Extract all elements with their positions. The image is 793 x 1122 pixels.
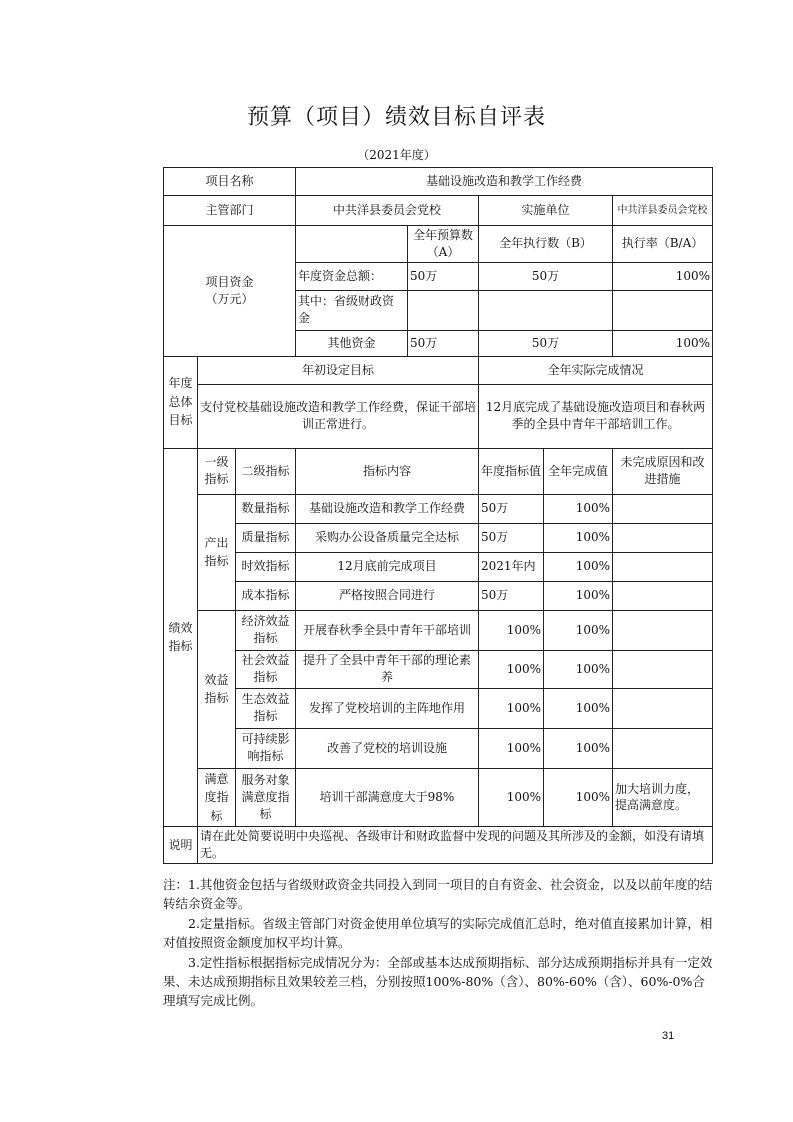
target-cell: 50万	[479, 581, 544, 610]
col-budget-header: 全年预算数（A）	[408, 226, 479, 263]
reason-cell	[613, 581, 713, 610]
funds-row-exec	[479, 290, 613, 330]
content-cell: 发挥了党校培训的主阵地作用	[296, 688, 479, 728]
level2-header: 二级指标	[236, 448, 296, 494]
funds-row-exec: 50万	[479, 330, 613, 356]
funds-header-blank	[296, 226, 408, 263]
reason-cell	[613, 650, 713, 688]
target-cell: 100%	[479, 688, 544, 728]
target-cell: 50万	[479, 494, 544, 523]
satisfaction-indicator-label: 满意度指标	[198, 768, 236, 827]
content-cell: 严格按照合同进行	[296, 581, 479, 610]
reason-cell: 加大培训力度，提高满意度。	[613, 768, 713, 827]
reason-cell	[613, 688, 713, 728]
dept-label: 主管部门	[164, 196, 296, 226]
reason-cell	[613, 494, 713, 523]
page-title: 预算（项目）绩效目标自评表	[246, 105, 546, 130]
actual-header: 全年完成值	[544, 448, 613, 494]
col-exec-header: 全年执行数（B）	[479, 226, 613, 263]
target-cell: 2021年内	[479, 552, 544, 581]
level2-cell: 数量指标	[236, 494, 296, 523]
level2-cell: 生态效益指标	[236, 688, 296, 728]
content-cell: 采购办公设备质量完全达标	[296, 523, 479, 552]
funds-row-rate: 100%	[613, 262, 713, 290]
impl-unit-value: 中共洋县委员会党校	[613, 196, 713, 226]
funds-row-budget: 50万	[408, 330, 479, 356]
reason-cell	[613, 610, 713, 650]
perf-indicator-label: 绩效指标	[164, 448, 198, 827]
reason-header: 未完成原因和改进措施	[613, 448, 713, 494]
footnote: 注：1.其他资金包括与省级财政资金共同投入到同一项目的自有资金、社会资金，以及以前年度的结转结余资金等。	[163, 877, 713, 912]
actual-cell: 100%	[544, 610, 613, 650]
footnote: 3.定性指标根据指标完成情况分为：全部或基本达成预期指标、部分达成预期指标并具有一定效果、未达成预期指标且效果较差三档，分别按照100%-80%（含）、80%-60%（含）、60%-0%合理填写完成比例。	[163, 954, 713, 1009]
content-cell: 开展春秋季全县中青年干部培训	[296, 610, 479, 650]
funds-row-label: 年度资金总额：	[296, 262, 408, 290]
funds-row-budget	[408, 290, 479, 330]
reason-cell	[613, 728, 713, 768]
content-cell: 12月底前完成项目	[296, 552, 479, 581]
funds-row-budget: 50万	[408, 262, 479, 290]
funds-label-line1: 项目资金	[205, 275, 254, 289]
actual-cell: 100%	[544, 494, 613, 523]
target-cell: 100%	[479, 728, 544, 768]
actual-cell: 100%	[544, 688, 613, 728]
actual-cell: 100%	[544, 523, 613, 552]
actual-cell: 100%	[544, 650, 613, 688]
actual-cell: 100%	[544, 581, 613, 610]
funds-label-line2: （万元）	[205, 291, 254, 306]
actual-cell: 100%	[544, 768, 613, 827]
explain-text: 请在此处简要说明中央巡视、各级审计和财政监督中发现的问题及其所涉及的金额，如没有请填无。	[198, 827, 713, 864]
footnotes	[163, 875, 715, 1011]
actual-cell: 100%	[544, 728, 613, 768]
actual-cell: 100%	[544, 552, 613, 581]
funds-row-label: 其中：省级财政资金	[296, 290, 408, 330]
level2-cell: 时效指标	[236, 552, 296, 581]
footnote: 2.定量指标。省级主管部门对资金使用单位填写的实际完成值汇总时，绝对值直接累加计算，相对值按照资金额度加权平均计算。	[163, 915, 713, 951]
reason-cell	[613, 523, 713, 552]
target-header: 年度指标值	[479, 448, 544, 494]
target-cell: 100%	[479, 768, 544, 827]
level2-cell: 经济效益指标	[236, 610, 296, 650]
actual-completion-text: 12月底完成了基础设施改造项目和春秋两季的全县中青年干部培训工作。	[479, 384, 713, 448]
level2-cell: 可持续影响指标	[236, 728, 296, 768]
set-goal-text: 支付党校基础设施改造和教学工作经费，保证干部培训正常进行。	[198, 384, 479, 448]
overall-goal-label: 年度总体目标	[164, 356, 198, 448]
col-rate-header: 执行率（B/A）	[613, 226, 713, 263]
dept-value: 中共洋县委员会党校	[296, 196, 479, 226]
content-cell: 改善了党校的培训设施	[296, 728, 479, 768]
funds-row-label: 其他资金	[296, 330, 408, 356]
actual-completion-header: 全年实际完成情况	[479, 356, 713, 384]
output-indicator-label: 产出指标	[198, 494, 236, 610]
explain-label: 说明	[164, 827, 198, 864]
content-cell: 提升了全县中青年干部的理论素养	[296, 650, 479, 688]
target-cell: 50万	[479, 523, 544, 552]
benefit-indicator-label: 效益指标	[198, 610, 236, 768]
content-header: 指标内容	[296, 448, 479, 494]
funds-row-exec: 50万	[479, 262, 613, 290]
project-name-value: 基础设施改造和教学工作经费	[296, 168, 713, 196]
target-cell: 100%	[479, 650, 544, 688]
evaluation-table	[163, 167, 713, 864]
page-number: 31	[662, 1030, 675, 1042]
level2-cell: 社会效益指标	[236, 650, 296, 688]
target-cell: 100%	[479, 610, 544, 650]
level1-header: 一级指标	[198, 448, 236, 494]
level2-cell: 成本指标	[236, 581, 296, 610]
year-subtitle: （2021年度）	[357, 148, 436, 162]
content-cell: 培训干部满意度大于98%	[296, 768, 479, 827]
level2-cell: 质量指标	[236, 523, 296, 552]
funds-label	[164, 226, 296, 357]
content-cell: 基础设施改造和教学工作经费	[296, 494, 479, 523]
project-name-label: 项目名称	[164, 168, 296, 196]
funds-row-rate	[613, 290, 713, 330]
set-goal-header: 年初设定目标	[198, 356, 479, 384]
funds-row-rate: 100%	[613, 330, 713, 356]
impl-unit-label: 实施单位	[479, 196, 613, 226]
level2-cell: 服务对象满意度指标	[236, 768, 296, 827]
reason-cell	[613, 552, 713, 581]
